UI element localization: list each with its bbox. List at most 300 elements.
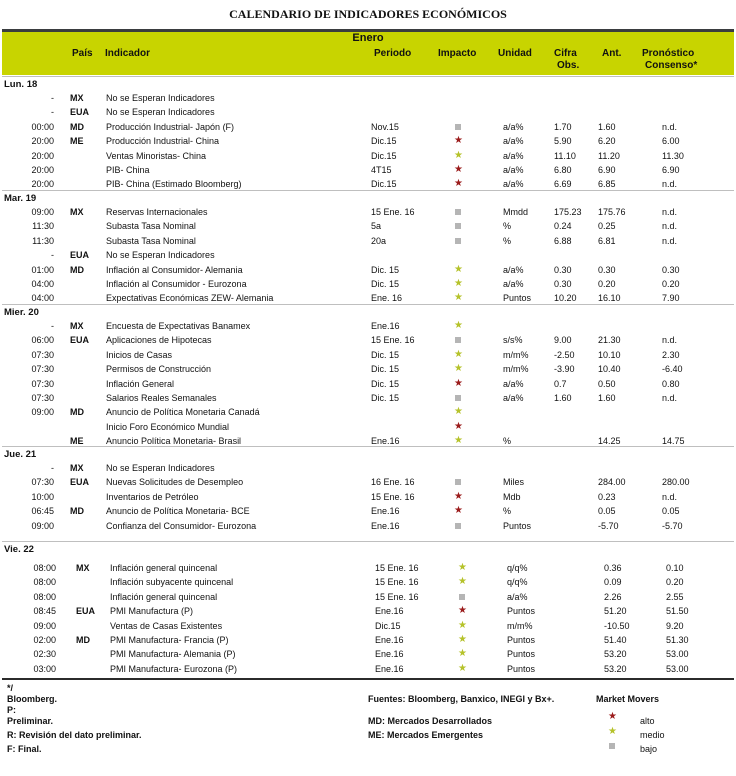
- footer-note: R: Revisión del dato preliminar.: [7, 730, 142, 740]
- cell-unit: a/a%: [503, 378, 524, 389]
- table-row: [0, 392, 736, 406]
- cell-time: 00:00: [31, 121, 54, 132]
- cell-period: Ene.16: [375, 635, 404, 645]
- cell-period: Dic.15: [371, 136, 397, 147]
- table-row: [0, 135, 736, 149]
- cell-unit: %: [503, 221, 512, 232]
- cell-period: 15 Ene. 16: [371, 491, 415, 502]
- cell-period: 5a: [371, 221, 382, 232]
- impact-medium-icon: ★: [458, 634, 467, 645]
- header-impact: Impacto: [438, 48, 477, 59]
- cell-time: -: [51, 250, 54, 261]
- cell-time: 02:00: [33, 635, 56, 645]
- cell-obs: 6.80: [554, 165, 572, 175]
- cell-prev: -5.70: [598, 520, 619, 531]
- cell-indicator: PMI Manufactura- Alemania (P): [110, 649, 236, 660]
- cell-indicator: Permisos de Construcción: [106, 364, 212, 375]
- cell-obs: 0.30: [554, 279, 572, 289]
- cell-forecast: 2.55: [666, 591, 684, 602]
- cell-forecast: 9.20: [666, 620, 684, 631]
- cell-period: Ene.16: [371, 436, 400, 447]
- table-header: [2, 45, 734, 75]
- cell-unit: a/a%: [507, 591, 528, 602]
- cell-prev: 53.20: [604, 663, 627, 674]
- cell-time: 20:00: [31, 165, 54, 175]
- cell-unit: a/a%: [503, 165, 524, 175]
- cell-indicator: Inventarios de Petróleo: [106, 491, 199, 502]
- day-label: Mar. 19: [4, 193, 37, 204]
- header-country: País: [72, 48, 93, 59]
- cell-obs: 6.69: [554, 179, 572, 190]
- cell-country: MD: [70, 506, 84, 517]
- cell-time: 09:00: [31, 520, 54, 531]
- cell-unit: Puntos: [507, 606, 536, 617]
- footer-divider: [2, 678, 734, 680]
- impact-medium-icon: ★: [454, 263, 463, 275]
- day-divider: [2, 190, 734, 191]
- cell-prev: 6.85: [598, 179, 616, 190]
- cell-indicator: No se Esperan Indicadores: [106, 463, 215, 473]
- cell-indicator: Inflación General: [106, 378, 175, 389]
- table-row: [0, 349, 736, 363]
- impact-medium-icon: ★: [454, 320, 463, 331]
- cell-prev: 53.20: [604, 649, 627, 660]
- cell-unit: Puntos: [503, 293, 532, 304]
- table-row: [0, 278, 736, 292]
- table-row: [0, 249, 736, 263]
- cell-indicator: PIB- China (Estimado Bloomberg): [106, 179, 242, 190]
- cell-period: Nov.15: [371, 121, 399, 132]
- impact-medium-icon: ★: [454, 348, 463, 360]
- cell-indicator: Aplicaciones de Hipotecas: [106, 335, 212, 346]
- cell-forecast: 2.30: [662, 349, 680, 360]
- day-divider: [2, 541, 734, 542]
- cell-country: EUA: [76, 606, 96, 617]
- cell-period: 15 Ene. 16: [371, 335, 415, 346]
- cell-forecast: n.d.: [662, 393, 678, 403]
- cell-time: 20:00: [31, 179, 54, 190]
- cell-prev: 0.50: [598, 378, 616, 389]
- cell-period: 4T15: [371, 165, 392, 175]
- cell-indicator: Ventas de Casas Existentes: [110, 620, 223, 631]
- cell-indicator: Producción Industrial- Japón (F): [106, 121, 235, 132]
- footer-note: F: Final.: [7, 744, 42, 754]
- cell-indicator: Confianza del Consumidor- Eurozona: [106, 520, 257, 531]
- cell-period: Dic.15: [371, 179, 397, 190]
- cell-forecast: n.d.: [662, 121, 678, 132]
- cell-indicator: Inflación general quincenal: [110, 591, 218, 602]
- cell-indicator: Ventas Minoristas- China: [106, 150, 207, 161]
- cell-country: EUA: [70, 335, 90, 346]
- impact-medium-icon: ★: [454, 406, 463, 418]
- footer-note: Bloomberg.: [7, 694, 58, 704]
- cell-indicator: Anuncio Política Monetaria- Brasil: [106, 436, 242, 447]
- cell-unit: m/m%: [503, 349, 529, 360]
- cell-prev: 0.30: [598, 264, 616, 275]
- cell-unit: s/s%: [503, 335, 523, 346]
- cell-country: MX: [76, 563, 90, 573]
- cell-unit: q/q%: [507, 563, 528, 573]
- cell-unit: a/a%: [503, 121, 524, 132]
- cell-time: 08:00: [33, 591, 56, 602]
- footer-note: Preliminar.: [7, 716, 54, 726]
- cell-prev: 10.40: [598, 364, 621, 375]
- cell-unit: Puntos: [507, 635, 536, 645]
- cell-time: 09:00: [31, 407, 54, 418]
- cell-country: ME: [70, 436, 84, 447]
- footer-note: P:: [7, 705, 16, 715]
- cell-obs: 9.00: [554, 335, 572, 346]
- legend-medium-label: medio: [640, 730, 665, 740]
- table-row: [0, 378, 736, 392]
- cell-forecast: 0.20: [666, 577, 684, 588]
- impact-medium-icon: ★: [454, 292, 463, 304]
- table-row: [0, 150, 736, 164]
- cell-unit: m/m%: [507, 620, 533, 631]
- month-band: [2, 29, 734, 45]
- cell-prev: 175.76: [598, 207, 626, 217]
- cell-country: EUA: [70, 107, 90, 118]
- table-row: [0, 491, 736, 505]
- cell-forecast: 280.00: [662, 477, 690, 488]
- legend-medium-icon: ★: [608, 726, 617, 737]
- footer-sources: Fuentes: Bloomberg, Banxico, INEGI y Bx+.: [368, 694, 555, 704]
- cell-time: 09:00: [31, 207, 54, 217]
- table-row: [0, 562, 736, 576]
- cell-time: 07:30: [31, 349, 54, 360]
- table-row: [0, 92, 736, 106]
- cell-period: Dic. 15: [371, 349, 400, 360]
- cell-period: Ene. 16: [371, 293, 403, 304]
- cell-prev: 0.23: [598, 491, 616, 502]
- cell-prev: -10.50: [604, 620, 630, 631]
- header-forecast-2: Consenso*: [645, 60, 698, 71]
- cell-obs: 10.20: [554, 293, 577, 304]
- cell-time: 07:30: [31, 364, 54, 375]
- cell-forecast: -6.40: [662, 364, 683, 375]
- table-row: [0, 591, 736, 605]
- cell-country: MD: [70, 121, 84, 132]
- cell-forecast: n.d.: [662, 207, 678, 217]
- cell-obs: -2.50: [554, 349, 575, 360]
- cell-unit: %: [503, 436, 512, 447]
- footer-md: MD: Mercados Desarrollados: [368, 716, 493, 726]
- cell-indicator: Nuevas Solicitudes de Desempleo: [106, 477, 244, 488]
- cell-unit: a/a%: [503, 179, 524, 190]
- cell-indicator: PMI Manufactura- Francia (P): [110, 635, 229, 645]
- cell-time: 02:30: [33, 649, 56, 660]
- cell-forecast: 51.30: [666, 635, 689, 645]
- impact-high-icon: ★: [454, 164, 463, 175]
- table-row: [0, 663, 736, 677]
- cell-indicator: Inflación al Consumidor- Alemania: [106, 264, 243, 275]
- table-row: [0, 334, 736, 348]
- cell-forecast: 53.00: [666, 663, 689, 674]
- cell-prev: 16.10: [598, 293, 621, 304]
- table-row: [0, 363, 736, 377]
- table-row: [0, 634, 736, 648]
- cell-unit: Mdb: [503, 491, 521, 502]
- cell-prev: 14.25: [598, 436, 621, 447]
- cell-time: 09:00: [33, 620, 56, 631]
- cell-indicator: Subasta Tasa Nominal: [106, 221, 196, 232]
- cell-prev: 2.26: [604, 591, 622, 602]
- header-unit: Unidad: [498, 48, 532, 59]
- impact-high-icon: ★: [454, 178, 463, 190]
- cell-forecast: n.d.: [662, 335, 678, 346]
- day-label: Vie. 22: [4, 544, 34, 555]
- cell-unit: %: [503, 235, 512, 246]
- cell-forecast: n.d.: [662, 221, 678, 232]
- cell-forecast: 0.05: [662, 506, 680, 517]
- cell-indicator: No se Esperan Indicadores: [106, 93, 215, 103]
- table-row: [0, 648, 736, 662]
- cell-period: Dic. 15: [371, 264, 400, 275]
- table-row: [0, 435, 736, 449]
- impact-medium-icon: ★: [454, 149, 463, 161]
- cell-indicator: No se Esperan Indicadores: [106, 107, 215, 118]
- cell-period: Dic. 15: [371, 364, 400, 375]
- cell-forecast: n.d.: [662, 491, 678, 502]
- cell-obs: 11.10: [554, 150, 576, 161]
- cell-prev: 21.30: [598, 335, 621, 346]
- cell-indicator: Inicios de Casas: [106, 349, 173, 360]
- table-row: [0, 320, 736, 334]
- header-prev: Ant.: [602, 48, 622, 59]
- table-row: [0, 421, 736, 435]
- cell-period: Ene.16: [371, 520, 400, 531]
- impact-medium-icon: ★: [458, 648, 467, 660]
- cell-time: -: [51, 93, 54, 103]
- cell-prev: 0.05: [598, 506, 616, 517]
- cell-forecast: 0.80: [662, 378, 680, 389]
- cell-unit: q/q%: [507, 577, 528, 588]
- day-divider: [2, 446, 734, 447]
- legend-high-label: alto: [640, 716, 655, 726]
- cell-period: Ene.16: [371, 321, 400, 331]
- cell-unit: m/m%: [503, 364, 529, 375]
- cell-prev: 6.90: [598, 165, 616, 175]
- table-row: [0, 121, 736, 135]
- impact-low-icon: [455, 206, 461, 219]
- cell-unit: Mmdd: [503, 207, 529, 217]
- table-row: [0, 206, 736, 220]
- cell-obs: 0.24: [554, 221, 572, 232]
- cell-forecast: 14.75: [662, 436, 685, 447]
- table-row: [0, 462, 736, 476]
- cell-indicator: PMI Manufactura- Eurozona (P): [110, 663, 238, 674]
- cell-forecast: 0.10: [666, 563, 684, 573]
- cell-time: 08:00: [33, 563, 56, 573]
- cell-country: ME: [70, 136, 84, 147]
- cell-prev: 51.20: [604, 606, 627, 617]
- cell-period: Ene.16: [371, 506, 400, 517]
- cell-indicator: Expectativas Económicas ZEW- Alemania: [106, 293, 274, 304]
- day-label: Mier. 20: [4, 307, 39, 318]
- cell-country: MD: [76, 635, 90, 645]
- cell-indicator: Inflación al Consumidor - Eurozona: [106, 279, 247, 289]
- cell-indicator: Anuncio de Política Monetaria Canadá: [106, 407, 260, 418]
- table-row: [0, 605, 736, 619]
- cell-unit: %: [503, 506, 512, 517]
- cell-unit: a/a%: [503, 264, 524, 275]
- impact-low-icon: [455, 220, 461, 233]
- cell-time: 01:00: [31, 264, 54, 275]
- cell-unit: Puntos: [507, 663, 536, 674]
- cell-time: 07:30: [31, 378, 54, 389]
- cell-prev: 1.60: [598, 393, 616, 403]
- day-divider: [2, 304, 734, 305]
- cell-indicator: Subasta Tasa Nominal: [106, 235, 196, 246]
- cell-period: Ene.16: [375, 606, 404, 617]
- cell-forecast: 0.20: [662, 279, 680, 289]
- cell-time: 07:30: [31, 477, 54, 488]
- cell-unit: Miles: [503, 477, 525, 488]
- cell-period: Dic. 15: [371, 393, 400, 403]
- table-row: [0, 476, 736, 490]
- cell-prev: 0.36: [604, 563, 622, 573]
- table-row: [0, 220, 736, 234]
- impact-high-icon: ★: [454, 420, 463, 432]
- cell-forecast: 0.30: [662, 264, 680, 275]
- day-label: Lun. 18: [4, 79, 38, 90]
- cell-country: MD: [70, 264, 84, 275]
- impact-low-icon: [455, 235, 461, 248]
- cell-period: Dic. 15: [371, 279, 400, 289]
- cell-indicator: Inicio Foro Económico Mundial: [106, 421, 230, 432]
- cell-indicator: Reservas Internacionales: [106, 207, 208, 217]
- cell-forecast: n.d.: [662, 235, 678, 246]
- cell-country: EUA: [70, 250, 90, 261]
- header-indicator: Indicador: [105, 48, 151, 59]
- impact-medium-icon: ★: [458, 662, 467, 674]
- cell-forecast: n.d.: [662, 179, 678, 190]
- cell-prev: 6.81: [598, 235, 616, 246]
- cell-prev: 11.20: [598, 150, 620, 161]
- cell-time: -: [51, 463, 54, 473]
- cell-obs: 1.70: [554, 121, 572, 132]
- impact-low-icon: [455, 392, 461, 405]
- cell-forecast: 7.90: [662, 293, 680, 304]
- cell-time: 08:00: [33, 577, 56, 588]
- cell-time: 03:00: [33, 663, 56, 674]
- day-divider: [2, 76, 734, 77]
- month-label: Enero: [352, 32, 384, 44]
- cell-time: 04:00: [31, 293, 54, 304]
- cell-prev: 1.60: [598, 121, 616, 132]
- table-row: [0, 406, 736, 420]
- cell-country: MX: [70, 207, 84, 217]
- cell-country: MD: [70, 407, 84, 418]
- footer-note: */: [7, 683, 14, 693]
- impact-high-icon: ★: [454, 490, 463, 502]
- cell-obs: 0.30: [554, 264, 572, 275]
- impact-low-icon: [455, 476, 461, 489]
- cell-forecast: 51.50: [666, 606, 689, 617]
- cell-forecast: 53.00: [666, 649, 689, 660]
- cell-unit: Puntos: [503, 520, 532, 531]
- legend-low-label: bajo: [640, 744, 658, 754]
- cell-period: Dic.15: [371, 150, 397, 161]
- cell-indicator: Inflación general quincenal: [110, 563, 218, 573]
- impact-low-icon: [455, 334, 461, 347]
- cell-time: 20:00: [31, 136, 54, 147]
- cell-time: 06:45: [31, 506, 54, 517]
- cell-period: 15 Ene. 16: [375, 577, 419, 588]
- table-row: [0, 505, 736, 519]
- cell-indicator: Producción Industrial- China: [106, 136, 220, 147]
- cell-time: 06:00: [31, 335, 54, 346]
- header-forecast-1: Pronóstico: [642, 48, 695, 59]
- impact-high-icon: ★: [454, 377, 463, 389]
- cell-time: 07:30: [31, 393, 54, 403]
- impact-medium-icon: ★: [454, 363, 463, 375]
- cell-obs: 1.60: [554, 393, 572, 403]
- cell-prev: 0.20: [598, 279, 616, 289]
- cell-indicator: No se Esperan Indicadores: [106, 250, 215, 261]
- cell-period: Ene.16: [375, 649, 404, 660]
- cell-period: 20a: [371, 235, 387, 246]
- cell-indicator: Anuncio de Política Monetaria- BCE: [106, 506, 250, 517]
- header-obs-1: Cifra: [554, 48, 577, 59]
- table-row: [0, 235, 736, 249]
- impact-medium-icon: ★: [458, 576, 467, 588]
- cell-time: -: [51, 107, 54, 118]
- cell-period: 16 Ene. 16: [371, 477, 415, 488]
- impact-low-icon: [455, 121, 461, 134]
- cell-time: 11:30: [32, 221, 54, 232]
- cell-prev: 10.10: [598, 349, 621, 360]
- cell-prev: 51.40: [604, 635, 627, 645]
- impact-low-icon: [459, 591, 465, 604]
- cell-unit: a/a%: [503, 150, 524, 161]
- cell-time: 20:00: [31, 150, 54, 161]
- impact-high-icon: ★: [458, 605, 467, 617]
- cell-obs: -3.90: [554, 364, 575, 375]
- header-period: Periodo: [374, 48, 412, 59]
- cell-time: 10:00: [31, 491, 54, 502]
- table-row: [0, 620, 736, 634]
- cell-period: Dic.15: [375, 620, 401, 631]
- cell-forecast: -5.70: [662, 520, 683, 531]
- impact-medium-icon: ★: [454, 278, 463, 289]
- footer-me: ME: Mercados Emergentes: [368, 730, 484, 740]
- cell-obs: 6.88: [554, 235, 572, 246]
- cell-forecast: 11.30: [662, 150, 684, 161]
- cell-period: 15 Ene. 16: [375, 591, 419, 602]
- legend-low-icon: [609, 740, 615, 753]
- cell-unit: a/a%: [503, 393, 524, 403]
- cell-indicator: Encuesta de Expectativas Banamex: [106, 321, 251, 331]
- impact-medium-icon: ★: [454, 435, 463, 447]
- cell-time: -: [51, 321, 54, 331]
- cell-country: MX: [70, 93, 84, 103]
- header-obs-2: Obs.: [557, 60, 580, 71]
- cell-indicator: Salarios Reales Semanales: [106, 393, 217, 403]
- table-row: [0, 520, 736, 534]
- cell-unit: a/a%: [503, 279, 524, 289]
- cell-unit: Puntos: [507, 649, 536, 660]
- cell-country: EUA: [70, 477, 90, 488]
- cell-country: MX: [70, 321, 84, 331]
- impact-high-icon: ★: [454, 135, 463, 147]
- page-title: CALENDARIO DE INDICADORES ECONÓMICOS: [229, 7, 507, 21]
- market-movers-title: Market Movers: [596, 694, 660, 704]
- cell-indicator: PIB- China: [106, 165, 150, 175]
- cell-period: Dic. 15: [371, 378, 400, 389]
- table-row: [0, 106, 736, 120]
- table-row: [0, 264, 736, 278]
